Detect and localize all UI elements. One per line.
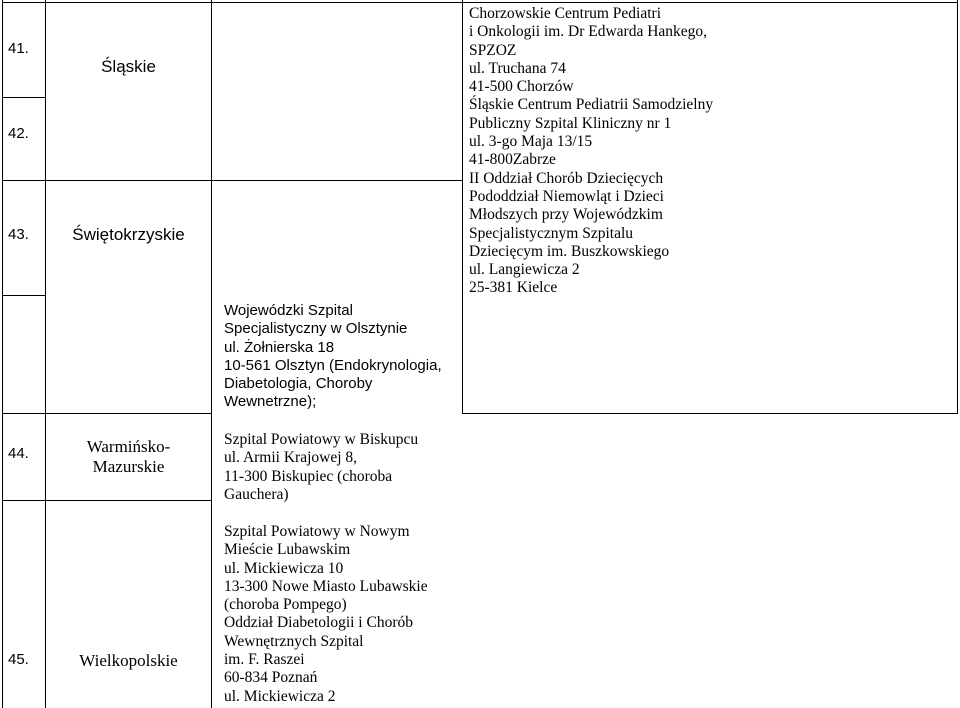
table-border-col2: [211, 0, 212, 708]
table-border-col1: [45, 0, 46, 708]
text-line: ul. Langiewicza 2: [469, 261, 580, 279]
hospital-entry: [224, 302, 442, 412]
text-line: 60-834 Poznań: [224, 669, 318, 687]
row-divider-42-43: [2, 180, 462, 181]
text-line: Śląskie Centrum Pediatrii Samodzielny: [469, 96, 714, 114]
text-line: Publiczny Szpital Kliniczny nr 1: [469, 114, 672, 132]
row-divider-41-42: [2, 97, 46, 98]
row-number: 41.: [8, 40, 29, 57]
text-line: Wewnętrznych Szpital: [224, 632, 364, 650]
row-number: 43.: [8, 226, 29, 243]
region-name-line: Warmińsko-: [86, 437, 171, 456]
table-border-right: [957, 0, 958, 413]
text-line: Mieście Lubawskim: [224, 541, 351, 559]
text-line: Szpital Powiatowy w Nowym: [224, 523, 410, 540]
text-line: (choroba Pompego): [224, 596, 347, 614]
text-line: Chorzowskie Centrum Pediatri: [469, 5, 661, 22]
row-divider-43-44: [2, 295, 46, 296]
text-line: 25-381 Kielce: [469, 279, 558, 297]
row-number: 42.: [8, 125, 29, 142]
text-line: ul. 3-go Maja 13/15: [469, 133, 593, 151]
text-line: ul. Żołnierska 18: [224, 338, 335, 356]
text-line: ul. Mickiewicza 10: [224, 559, 344, 577]
text-line: i Onkologii im. Dr Edwarda Hankego,: [469, 23, 708, 41]
text-line: Wewnetrzne);: [224, 393, 317, 411]
row-divider-44-45: [2, 413, 212, 414]
row-divider-44-45-right: [462, 413, 958, 414]
text-line: II Oddział Chorób Dziecięcych: [469, 169, 664, 187]
text-line: Pododdział Niemowląt i Dzieci: [469, 187, 664, 205]
hospital-entry: [224, 523, 428, 706]
text-line: ul. Mickiewicza 2: [224, 687, 336, 705]
text-line: 41-500 Chorzów: [469, 78, 574, 96]
text-line: Gauchera): [224, 485, 289, 503]
text-line: 41-800Zabrze: [469, 151, 556, 169]
text-line: Wojewódzki Szpital: [224, 302, 353, 319]
region-name: Wielkopolskie: [79, 651, 178, 670]
text-line: Specjalistycznym Szpitalu: [469, 224, 634, 242]
text-line: 10-561 Olsztyn (Endokrynologia,: [224, 356, 442, 374]
table-border-col3-upper: [462, 0, 463, 413]
text-line: Specjalistyczny w Olsztynie: [224, 320, 408, 338]
row-divider-45-bottom: [2, 500, 212, 501]
text-line: Dziecięcym im. Buszkowskiego: [469, 242, 670, 260]
text-line: ul. Truchana 74: [469, 59, 566, 77]
text-line: Szpital Powiatowy w Biskupcu: [224, 431, 419, 448]
hospital-entry: [224, 431, 418, 504]
region-name: [46, 437, 211, 477]
text-line: Oddział Diabetologii i Chorób: [224, 614, 413, 632]
table-border-left: [2, 0, 3, 708]
text-line: im. F. Raszei: [224, 651, 305, 669]
text-line: ul. Armii Krajowej 8,: [224, 449, 358, 467]
row-number: 44.: [8, 445, 29, 462]
text-line: Młodszych przy Wojewódzkim: [469, 206, 663, 224]
region-name: Śląskie: [101, 57, 156, 76]
text-line: Diabetologia, Choroby: [224, 375, 373, 393]
text-line: SPZOZ: [469, 41, 517, 59]
text-line: 11-300 Biskupiec (choroba: [224, 467, 393, 485]
text-line: 13-300 Nowe Miasto Lubawskie: [224, 577, 428, 595]
region-name: Świętokrzyskie: [72, 225, 185, 244]
table-border-top: [2, 2, 958, 3]
hospital-entry: [469, 5, 713, 298]
region-name-line: Mazurskie: [92, 457, 165, 476]
row-number: 45.: [8, 651, 29, 668]
